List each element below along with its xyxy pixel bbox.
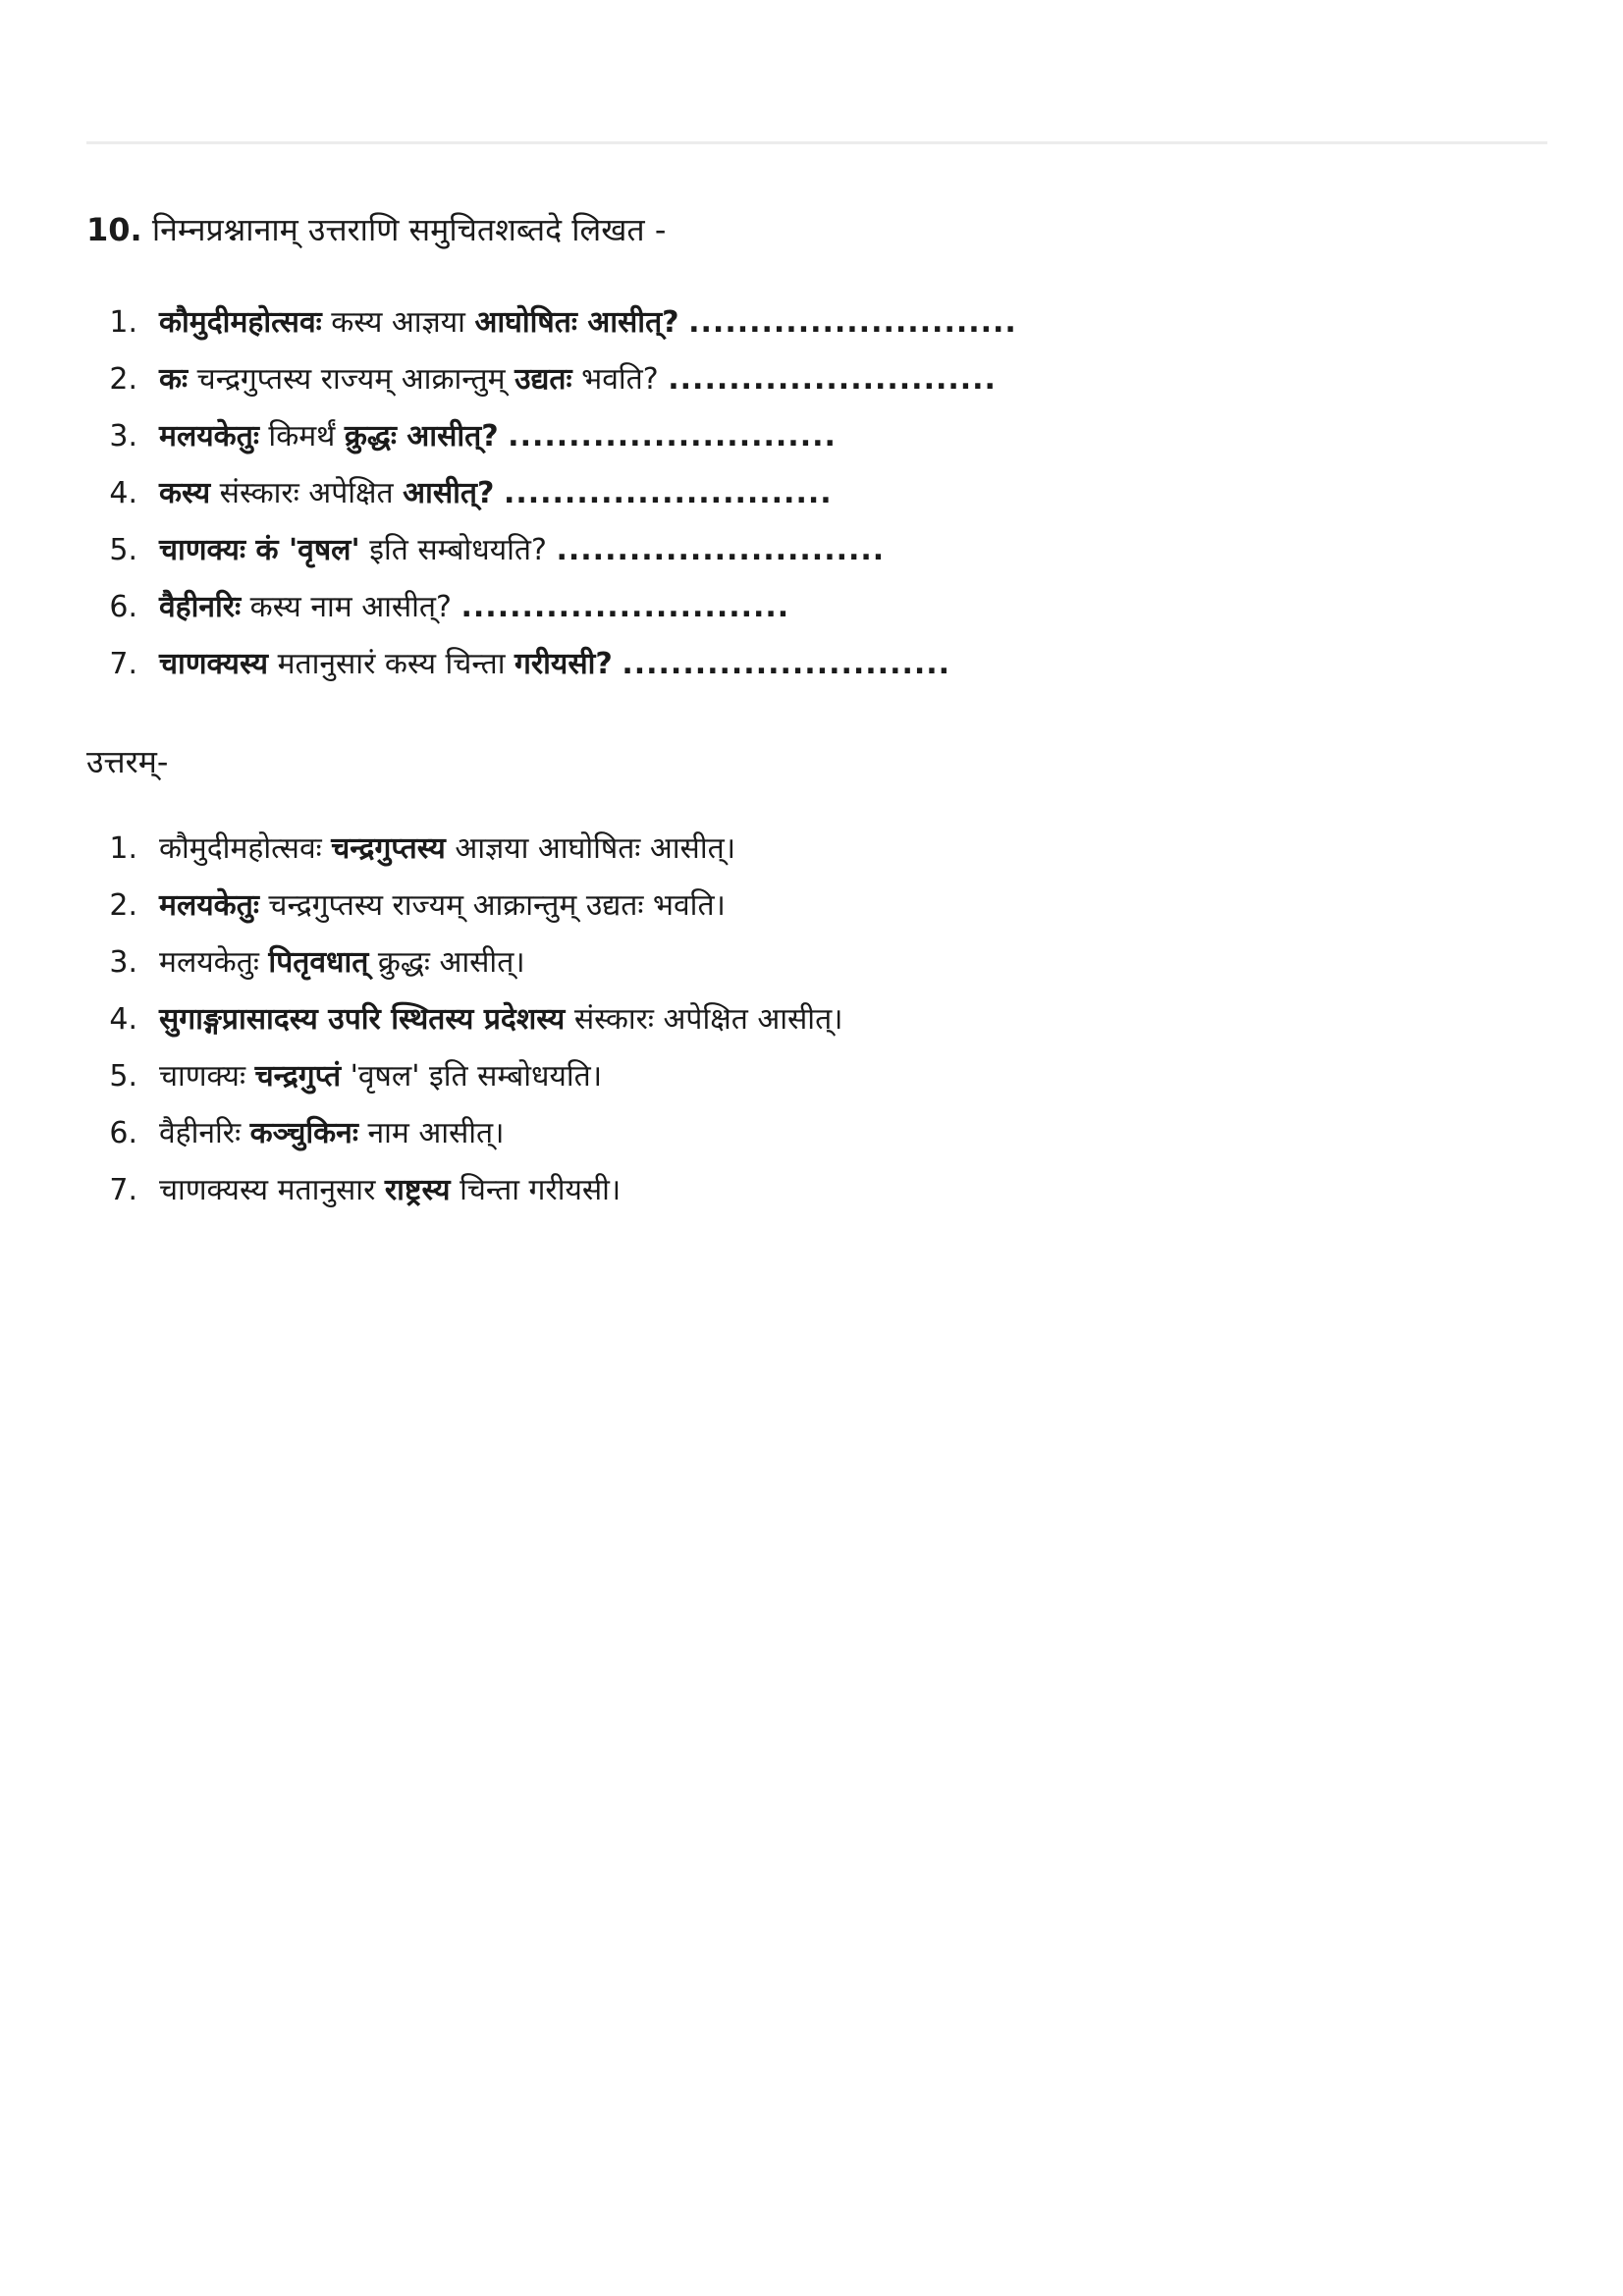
question-number: 6. [109,590,137,624]
answer-text-segment: 'वृषल' इति सम्बोधयति। [341,1059,603,1094]
question-text-segment: गरीयसी? [514,647,613,681]
answer-text-segment: चन्द्रगुप्तस्य राज्यम् आक्रान्तुम् उद्यतः भवति। [258,888,726,923]
answer-number: 1. [109,831,137,866]
question-text-segment: क्रुद्धः आसीत्? [344,419,499,454]
question-item [86,408,1017,465]
question-text-segment: उद्यतः [514,362,572,397]
answer-number: 5. [109,1059,137,1094]
answer-text-segment: आज्ञया आघोषितः आसीत्। [445,831,736,866]
question-text-segment: किमर्थं [258,419,345,454]
question-number: 10. [86,211,142,248]
answer-blank: ........................... [460,590,790,624]
answer-text-segment: चाणक्यः [159,1059,255,1094]
answer-number: 3. [109,945,137,980]
question-list [86,294,1017,693]
question-number: 2. [109,362,137,397]
answer-item [86,1048,843,1105]
question-text-segment: कौमुदीमहोत्सवः [159,305,322,340]
answer-item [86,934,843,991]
question-text-segment: कस्य नाम आसीत्? [241,590,452,624]
answer-blank: ........................... [556,533,886,567]
answer-text-segment: सुगाङ्गप्रासादस्य उपरि स्थितस्य प्रदेशस्य [159,1002,566,1037]
question-number: 7. [109,647,137,681]
answer-item [86,1162,843,1219]
answer-number: 4. [109,1002,137,1037]
question-text-segment: चाणक्यस्य [159,647,269,681]
answer-blank: ........................... [668,362,997,397]
question-text-segment: कस्य [159,476,211,510]
question-item [86,351,1017,408]
question-text-segment: चाणक्यः कं 'वृषल' [159,533,360,567]
top-divider [86,141,1547,144]
question-text-segment: वैहीनरिः [159,590,242,624]
answer-blank: ........................... [503,476,833,510]
answer-text-segment: नाम आसीत्। [357,1116,505,1150]
question-number: 3. [109,419,137,454]
question-text-segment: मतानुसारं कस्य चिन्ता [268,647,514,681]
answer-list [86,821,843,1219]
question-number: 4. [109,476,137,510]
question-text-segment: आघोषितः आसीत्? [474,305,679,340]
answer-blank: ........................... [688,305,1017,340]
answer-text-segment: चिन्ता गरीयसी। [450,1173,622,1207]
question-text-segment: कः [159,362,189,397]
answer-heading: उत्तरम्- [86,743,169,780]
question-text-segment: चन्द्रगुप्तस्य राज्यम् आक्रान्तुम् [188,362,515,397]
answer-text-segment: मलयकेतुः [159,888,259,923]
question-item [86,636,1017,693]
answer-text-segment: पितृवधात् [268,945,369,980]
answer-item [86,1105,843,1162]
answer-item [86,991,843,1048]
question-text-segment: संस्कारः अपेक्षित [210,476,404,510]
question-instruction: निम्नप्रश्नानाम् उत्तराणि समुचितशब्तदे लिखत - [151,211,667,248]
answer-text-segment: वैहीनरिः [159,1116,250,1150]
question-text-segment: मलयकेतुः [159,419,259,454]
question-item [86,465,1017,522]
question-item [86,294,1017,351]
answer-text-segment: कौमुदीमहोत्सवः [159,831,332,866]
answer-number: 2. [109,888,137,923]
question-number: 1. [109,305,137,340]
answer-text-segment: चन्द्रगुप्तं [254,1059,342,1094]
question-item [86,522,1017,579]
answer-text-segment: चाणक्यस्य मतानुसार [159,1173,385,1207]
question-number: 5. [109,533,137,567]
answer-number: 6. [109,1116,137,1150]
question-heading [86,206,666,253]
answer-text-segment: मलयकेतुः [159,945,269,980]
question-text-segment: भवति? [571,362,659,397]
answer-text-segment: चन्द्रगुप्तस्य [331,831,446,866]
answer-text-segment: कञ्चुकिनः [249,1116,358,1150]
answer-number: 7. [109,1173,137,1207]
answer-blank: ........................... [622,647,951,681]
question-text-segment: इति सम्बोधयति? [359,533,547,567]
answer-blank: ........................... [508,419,837,454]
answer-item [86,821,843,878]
question-text-segment: आसीत्? [403,476,495,510]
answer-item [86,878,843,934]
answer-text-segment: संस्कारः अपेक्षित आसीत्। [565,1002,843,1037]
answer-text-segment: राष्ट्रस्य [384,1173,451,1207]
answer-text-segment: क्रुद्धः आसीत्। [368,945,525,980]
question-item [86,579,1017,636]
question-text-segment: कस्य आज्ञया [321,305,475,340]
